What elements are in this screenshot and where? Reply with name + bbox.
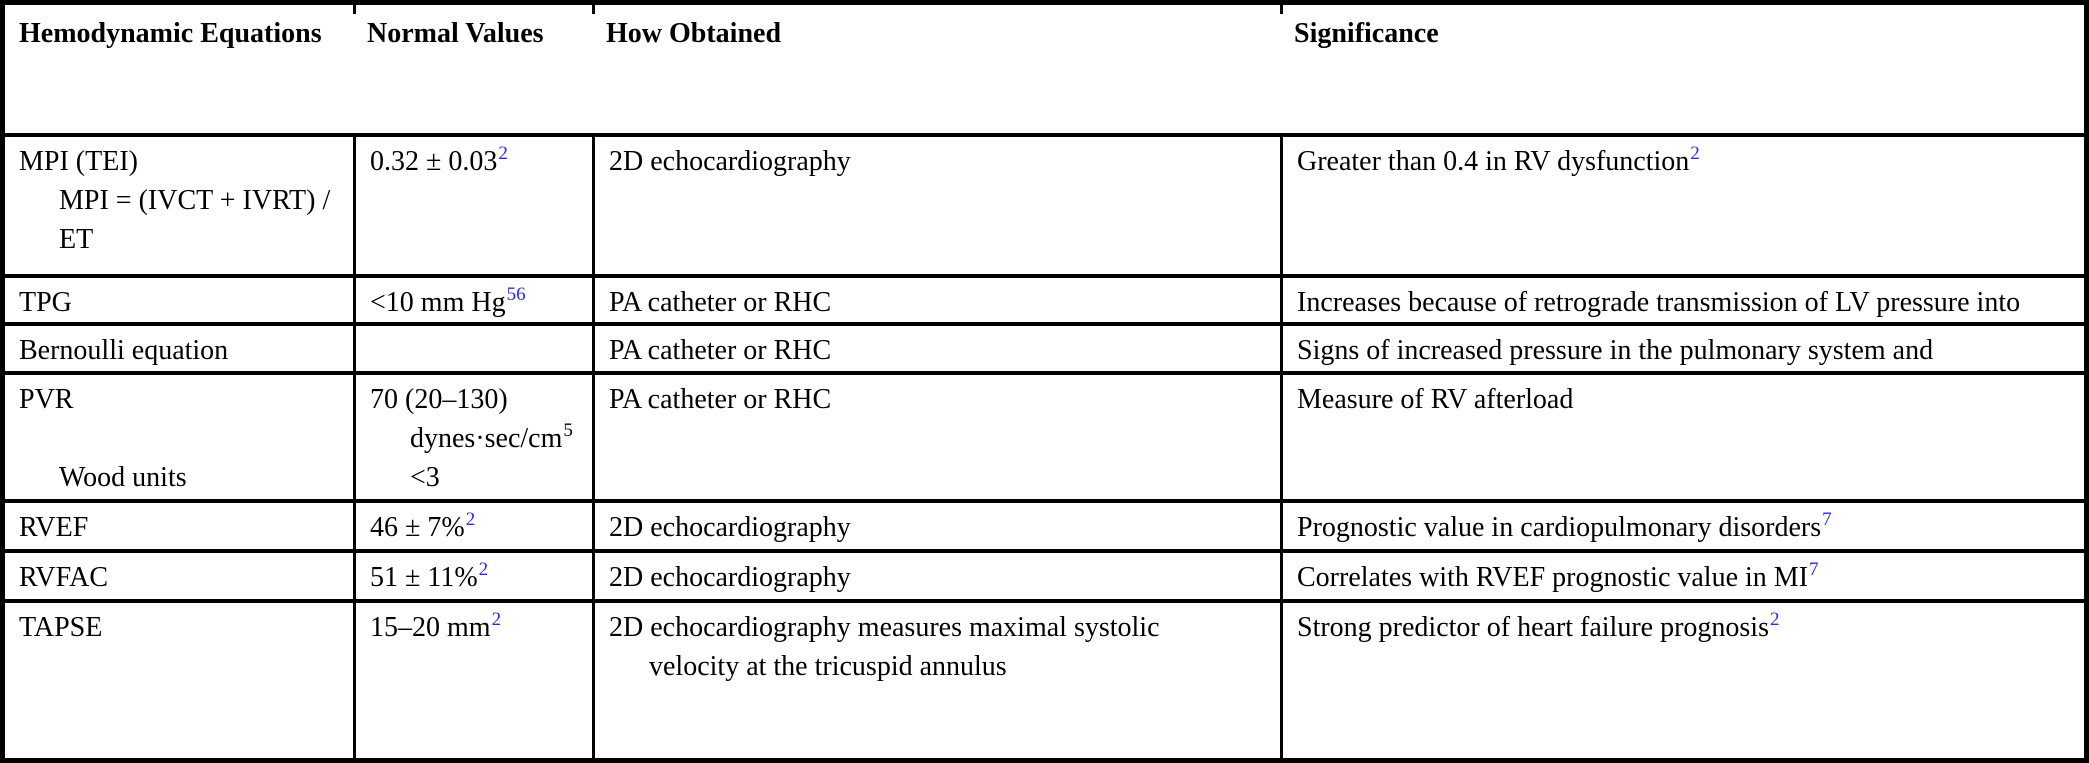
table-row: [5, 375, 2084, 503]
cell-text: Measure of RV afterload: [1297, 384, 1574, 415]
cell-text: PVR: [19, 384, 74, 415]
table-cell: [592, 326, 1280, 371]
cell-text: 0.32 ± 0.03: [370, 146, 498, 177]
table-row: [5, 326, 2084, 375]
table-row: [5, 278, 2084, 326]
reference-superscript: 5: [563, 420, 573, 441]
cell-line: [609, 283, 1266, 322]
cell-line: [19, 508, 339, 547]
cell-line: [370, 419, 578, 458]
cell-line: [1297, 380, 2070, 419]
cell-line: [609, 508, 1266, 547]
cell-text: 2D echocardiography measures maximal systolic: [609, 612, 1160, 643]
cell-text: Greater than 0.4 in RV dysfunction: [1297, 146, 1690, 177]
cell-text: 2D echocardiography: [609, 512, 851, 543]
cell-line: [19, 558, 339, 597]
cell-line: [19, 419, 339, 458]
cell-line: [609, 647, 1266, 686]
cell-line: [19, 142, 339, 181]
reference-superscript: 56: [506, 284, 526, 305]
cell-line: [370, 283, 578, 322]
cell-line: [19, 220, 339, 259]
table-cell: [5, 137, 353, 274]
cell-text: 2D echocardiography: [609, 562, 851, 593]
table-row: [5, 137, 2084, 278]
cell-text: Bernoulli equation: [19, 335, 229, 366]
cell-text: 51 ± 11%: [370, 562, 478, 593]
cell-text: Increases because of retrograde transmission of LV pressure into: [1297, 287, 2021, 318]
reference-superscript: 2: [465, 509, 476, 530]
cell-text: RVEF: [19, 512, 89, 543]
table-cell: [1280, 326, 2084, 371]
table-cell: [353, 326, 592, 371]
cell-text: TAPSE: [19, 612, 103, 643]
cell-text: PA catheter or RHC: [609, 335, 832, 366]
cell-line: [1297, 283, 2070, 322]
reference-superscript: 7: [1809, 559, 1819, 580]
table-cell: [592, 137, 1280, 274]
table-cell: [5, 326, 353, 371]
column-rule-stub: [353, 5, 356, 14]
cell-line: [1297, 608, 2070, 647]
reference-superscript: 7: [1822, 509, 1832, 530]
table-cell: [5, 375, 353, 499]
cell-line: [1297, 558, 2070, 597]
cell-text: Signs of increased pressure in the pulmonary system and: [1297, 335, 1934, 366]
cell-line: [19, 458, 339, 497]
cell-text: PA catheter or RHC: [609, 384, 832, 415]
cell-line: [1297, 142, 2070, 181]
cell-text: velocity at the tricuspid annulus: [649, 651, 1007, 682]
cell-line: [19, 181, 339, 220]
table-cell: [5, 503, 353, 549]
column-header: Normal Values: [367, 18, 544, 49]
cell-line: [609, 558, 1266, 597]
cell-text: PA catheter or RHC: [609, 287, 832, 318]
column-rule-stub: [592, 5, 595, 14]
cell-line: [370, 142, 578, 181]
column-header: Significance: [1294, 18, 1439, 49]
cell-text: Strong predictor of heart failure prognosis: [1297, 612, 1769, 643]
table-cell: [353, 553, 592, 599]
table-cell: [592, 503, 1280, 549]
cell-text: <10 mm Hg: [370, 287, 506, 318]
cell-line: [370, 508, 578, 547]
cell-line: [370, 458, 578, 497]
cell-text: MPI = (IVCT + IVRT) /: [59, 185, 331, 216]
cell-text: Prognostic value in cardiopulmonary disorders: [1297, 512, 1822, 543]
column-rule-stub: [1280, 5, 1283, 14]
table-cell: [5, 553, 353, 599]
cell-text: 2D echocardiography: [609, 146, 851, 177]
table-cell: [1280, 603, 2084, 758]
reference-superscript: 2: [491, 609, 502, 630]
table-cell: [592, 278, 1280, 322]
cell-line: [370, 380, 578, 419]
cell-line: [19, 608, 339, 647]
cell-text: 15–20 mm: [370, 612, 491, 643]
column-header: Hemodynamic Equations: [19, 18, 322, 49]
cell-text: RVFAC: [19, 562, 109, 593]
table-cell: [353, 375, 592, 499]
cell-line: [1297, 331, 2070, 370]
table-cell: [5, 278, 353, 322]
cell-text: MPI (TEI): [19, 146, 138, 177]
table-cell: [353, 503, 592, 549]
table-cell: [1280, 278, 2084, 322]
table-cell: [1280, 503, 2084, 549]
cell-line: [370, 558, 578, 597]
cell-line: [370, 608, 578, 647]
table-cell: [592, 603, 1280, 758]
table-cell: [592, 375, 1280, 499]
cell-text: dynes·sec/cm: [410, 423, 563, 454]
cell-text: ET: [59, 224, 94, 255]
reference-superscript: 2: [1690, 143, 1700, 164]
cell-line: [19, 331, 339, 370]
table-row: [5, 553, 2084, 603]
header-row: [5, 5, 2084, 137]
table-cell: [353, 603, 592, 758]
cell-text: <3: [410, 462, 440, 493]
reference-superscript: 2: [1769, 609, 1780, 630]
cell-text: Wood units: [59, 462, 187, 493]
cell-line: [1297, 370, 2070, 371]
cell-line: [19, 370, 339, 371]
table-cell: [353, 137, 592, 274]
table-row: [5, 603, 2084, 758]
column-header: How Obtained: [606, 18, 782, 49]
cell-line: [609, 608, 1266, 647]
table-cell: [592, 553, 1280, 599]
cell-text: 70 (20–130): [370, 384, 508, 415]
reference-superscript: 2: [478, 559, 489, 580]
cell-text: 46 ± 7%: [370, 512, 465, 543]
reference-superscript: 2: [498, 143, 508, 164]
table-cell: [1280, 553, 2084, 599]
table-cell: [353, 278, 592, 322]
cell-line: [1297, 508, 2070, 547]
cell-text: TPG: [19, 287, 72, 318]
table-cell: [1280, 137, 2084, 274]
table-cell: [1280, 375, 2084, 499]
cell-line: [19, 283, 339, 322]
cell-line: [609, 380, 1266, 419]
cell-text: Correlates with RVEF prognostic value in MI: [1297, 562, 1809, 593]
cell-line: [19, 380, 339, 419]
cell-line: [609, 142, 1266, 181]
table-cell: [5, 603, 353, 758]
table-row: [5, 503, 2084, 553]
cell-line: [609, 331, 1266, 370]
